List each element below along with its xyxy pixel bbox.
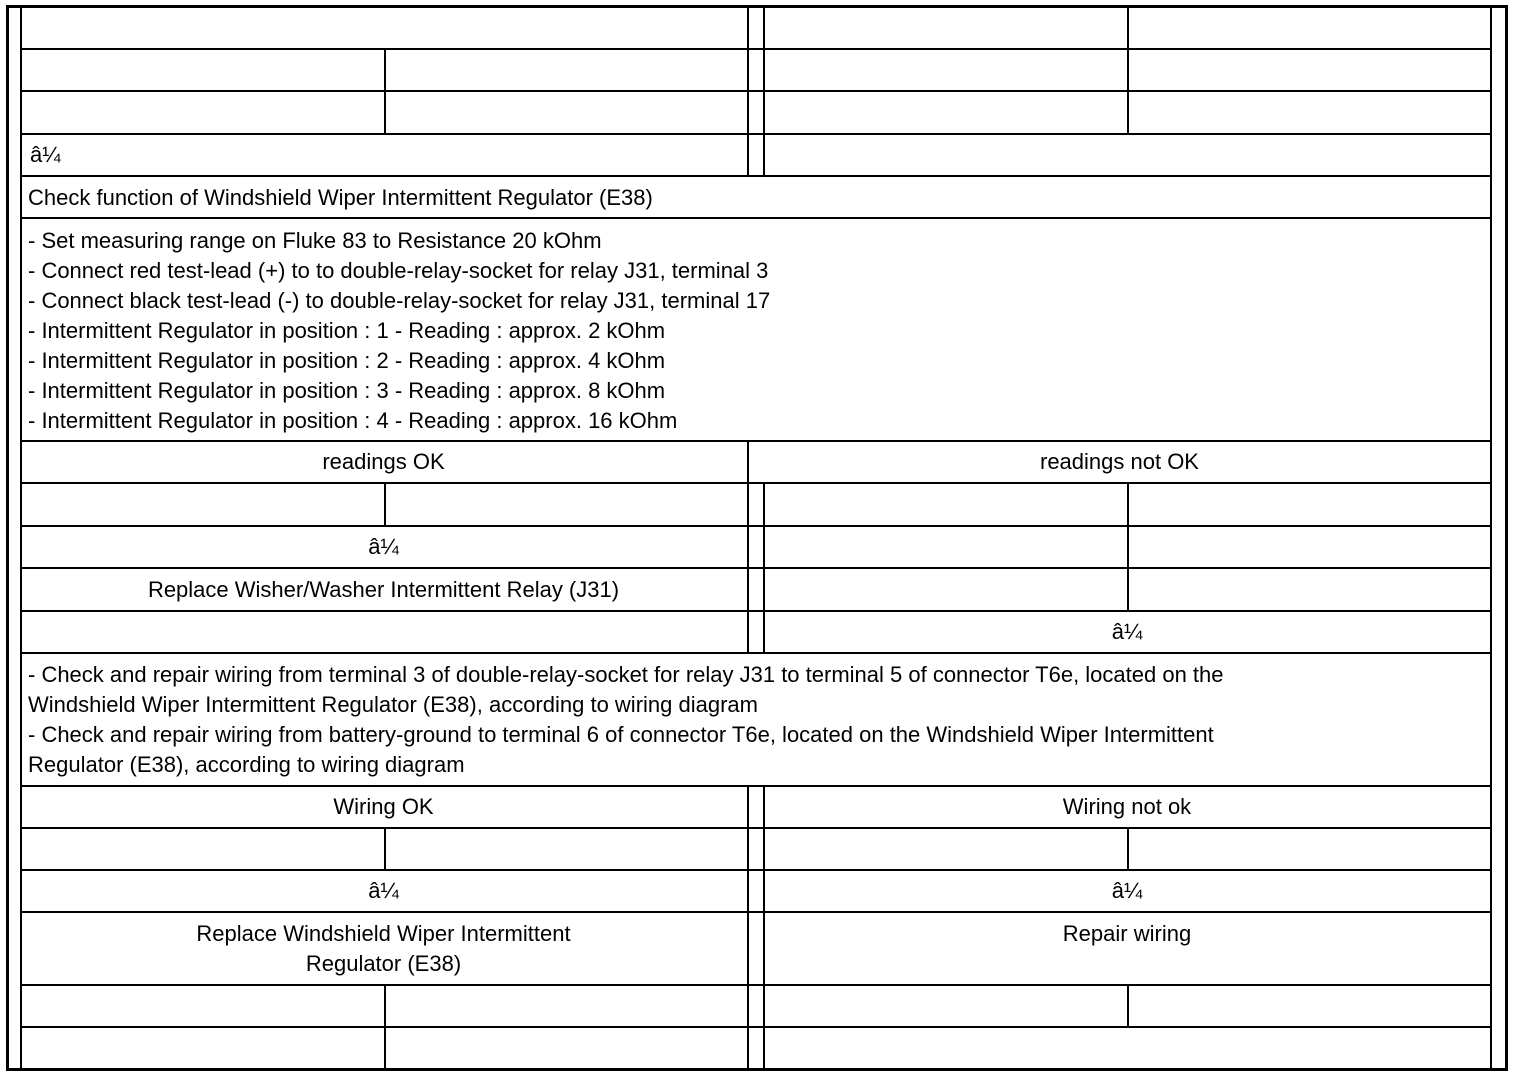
instruction-line: - Connect black test-lead (-) to double-relay-socket for relay J31, terminal 17	[28, 288, 771, 313]
instruction-line: - Intermittent Regulator in position : 1 - Reading : approx. 2 kOhm	[28, 318, 666, 343]
flow-arrow: â¼	[368, 878, 399, 903]
column-divider	[384, 48, 386, 133]
final-action-line: Regulator (E38)	[305, 951, 462, 976]
row-divider	[20, 610, 1492, 612]
row-divider	[20, 567, 1492, 569]
instruction-line: - Intermittent Regulator in position : 2 - Reading : approx. 4 kOhm	[28, 348, 666, 373]
row-divider	[20, 217, 1492, 219]
column-divider	[747, 440, 749, 482]
wiring-line: - Check and repair wiring from terminal 3 of double-relay-socket for relay J31 to terminal 5 of connector T6e, located on the	[28, 662, 1224, 687]
column-divider	[763, 6, 765, 175]
final-action-repair-wiring: Repair wiring	[1062, 921, 1192, 946]
column-divider	[747, 785, 749, 1070]
row-divider	[20, 911, 1492, 913]
flow-arrow: â¼	[1111, 619, 1143, 644]
column-divider	[747, 482, 749, 652]
final-action-line: Replace Windshield Wiper Intermittent	[196, 921, 571, 946]
row-divider	[20, 133, 1492, 135]
relay-action: Replace Wisher/Washer Intermittent Relay (J31)	[147, 577, 620, 602]
check-step-title: Check function of Windshield Wiper Intermittent Regulator (E38)	[28, 185, 653, 210]
instruction-line: - Connect red test-lead (+) to to double-relay-socket for relay J31, terminal 3	[28, 258, 769, 283]
row-divider	[20, 785, 1492, 787]
result-wiring-not-ok: Wiring not ok	[1062, 794, 1192, 819]
column-divider	[747, 6, 749, 175]
row-divider	[20, 1026, 1492, 1028]
result-wiring-ok: Wiring OK	[333, 794, 434, 819]
column-divider	[763, 785, 765, 1070]
row-divider	[20, 525, 1492, 527]
wiring-line: Windshield Wiper Intermittent Regulator (E38), according to wiring diagram	[28, 692, 758, 717]
flow-arrow: â¼	[368, 534, 399, 559]
column-divider	[384, 984, 386, 1070]
column-divider	[384, 827, 386, 869]
flow-arrow: â¼	[1111, 878, 1143, 903]
wiring-line: - Check and repair wiring from battery-ground to terminal 6 of connector T6e, located on the Windshield Wiper Intermittent	[28, 722, 1214, 747]
row-divider	[20, 90, 1492, 92]
row-divider	[20, 869, 1492, 871]
row-divider	[20, 984, 1492, 986]
row-divider	[20, 175, 1492, 177]
row-divider	[20, 440, 1492, 442]
row-divider	[20, 482, 1492, 484]
column-divider	[1127, 482, 1129, 610]
column-divider	[384, 482, 386, 525]
result-readings-ok: readings OK	[322, 449, 445, 474]
row-divider	[20, 652, 1492, 654]
row-divider	[20, 827, 1492, 829]
row-divider	[20, 48, 1492, 50]
wiring-line: Regulator (E38), according to wiring diagram	[28, 752, 465, 777]
flow-arrow: â¼	[30, 142, 61, 167]
column-divider	[1127, 827, 1129, 869]
column-divider	[1127, 984, 1129, 1026]
column-divider	[1127, 6, 1129, 133]
result-readings-not-ok: readings not OK	[1040, 449, 1199, 474]
instruction-line: - Intermittent Regulator in position : 3 - Reading : approx. 8 kOhm	[28, 378, 666, 403]
instruction-line: - Intermittent Regulator in position : 4 - Reading : approx. 16 kOhm	[28, 408, 678, 433]
column-divider	[763, 482, 765, 652]
instruction-line: - Set measuring range on Fluke 83 to Resistance 20 kOhm	[28, 228, 602, 253]
